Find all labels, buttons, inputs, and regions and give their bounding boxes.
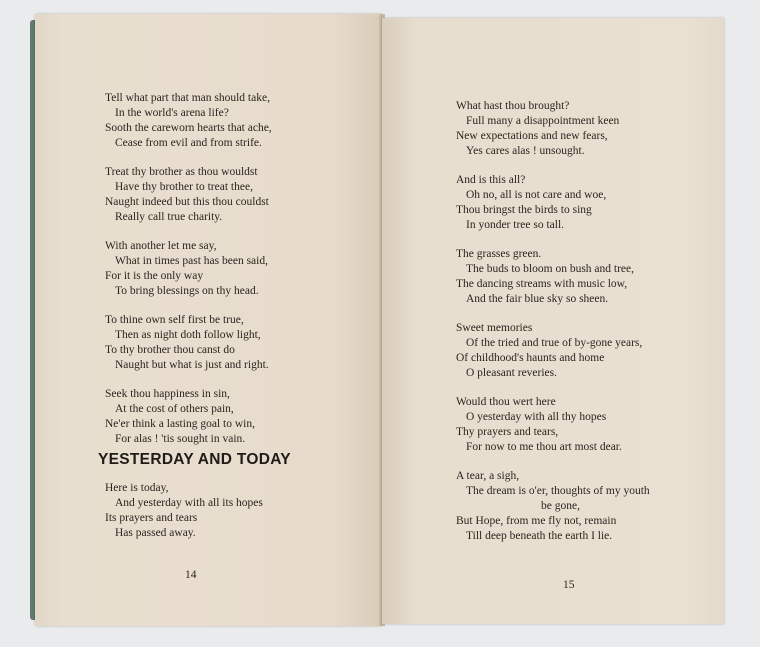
poem-opening-stanza [105,481,263,541]
page-number-right: 15 [563,579,575,591]
stanza [456,99,650,159]
verse-line: To thine own self first be true, [105,314,244,326]
verse-line: For now to me thou art most dear. [466,441,622,453]
stanza [456,173,650,233]
verse-line: In yonder tree so tall. [466,219,565,231]
verse-line: Naught indeed but this thou couldst [105,196,269,208]
verse-line: Till deep beneath the earth I lie. [466,530,613,542]
verse-line: Would thou wert here [456,396,556,408]
verse-line: For it is the only way [105,270,204,282]
stanza [105,387,272,447]
verse-line: Sooth the careworn hearts that ache, [105,122,272,134]
verse-line: With another let me say, [105,240,217,252]
verse-line: The buds to bloom on bush and tree, [466,263,635,275]
verse-line: Here is today, [105,482,169,494]
left-page-verses [105,91,272,447]
verse-line: Sweet memories [456,322,533,334]
verse-line: Tell what part that man should take, [105,92,270,104]
verse-line: Then as night doth follow light, [115,329,261,341]
verse-line: Cease from evil and from strife. [115,137,262,149]
open-booklet [30,14,724,626]
right-page [382,18,724,624]
verse-line: To bring blessings on thy head. [115,285,259,297]
verse-line: New expectations and new fears, [456,130,608,142]
stanza [456,395,650,455]
verse-line: Of childhood's haunts and home [456,352,605,364]
stanza [105,91,272,151]
verse-line: Thou bringst the birds to sing [456,204,592,216]
verse-line: Treat thy brother as thou wouldst [105,166,258,178]
verse-line: What hast thou brought? [456,100,570,112]
stanza [456,469,650,544]
poem-title: YESTERDAY AND TODAY [98,451,291,468]
verse-line: Have thy brother to treat thee, [115,181,253,193]
stanza [456,247,650,307]
verse-line: At the cost of others pain, [115,403,234,415]
verse-line: Seek thou happiness in sin, [105,388,230,400]
stanza [105,165,272,225]
verse-line: What in times past has been said, [115,255,268,267]
verse-line: And yesterday with all its hopes [115,497,263,509]
stanza [105,239,272,299]
verse-line: Has passed away. [115,527,196,539]
verse-line: To thy brother thou canst do [105,344,235,356]
verse-line: And the fair blue sky so sheen. [466,293,609,305]
verse-line: For alas ! 'tis sought in vain. [115,433,246,445]
verse-line: O pleasant reveries. [466,367,558,379]
verse-line: Full many a disappointment keen [466,115,620,127]
verse-line: Yes cares alas ! unsought. [466,145,585,157]
verse-line: Thy prayers and tears, [456,426,559,438]
verse-line: O yesterday with all thy hopes [466,411,607,423]
right-page-verses [456,99,650,544]
verse-line: And is this all? [456,174,526,186]
verse-line: A tear, a sigh, [456,470,520,482]
verse-line: In the world's arena life? [115,107,229,119]
page-number-left: 14 [185,569,197,581]
verse-line: Really call true charity. [115,211,223,223]
stanza [456,321,650,381]
verse-line: The dream is o'er, thoughts of my youth [466,485,650,497]
verse-line: But Hope, from me fly not, remain [456,515,617,527]
verse-line: Naught but what is just and right. [115,359,269,371]
left-page [35,14,382,626]
stanza [105,313,272,373]
verse-line: Ne'er think a lasting goal to win, [105,418,255,430]
verse-line: Its prayers and tears [105,512,198,524]
verse-line: The grasses green. [456,248,542,260]
verse-line: be gone, [541,500,580,512]
verse-line: Of the tried and true of by-gone years, [466,337,643,349]
verse-line: Oh no, all is not care and woe, [466,189,607,201]
verse-line: The dancing streams with music low, [456,278,628,290]
